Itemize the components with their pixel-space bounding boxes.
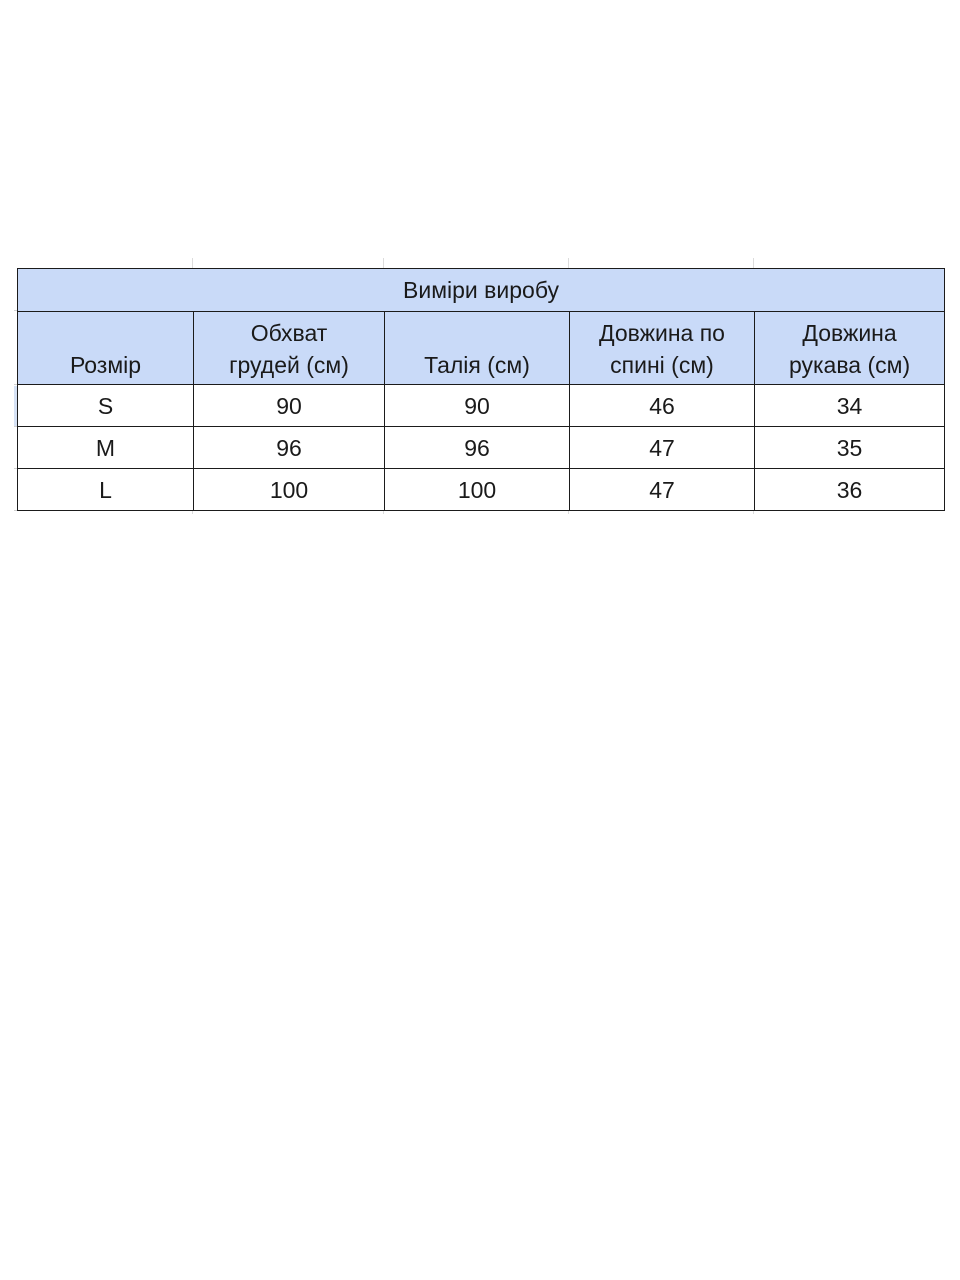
table-row [18, 385, 945, 427]
header-text: рукава (см) [788, 352, 911, 378]
column-header-chest [194, 312, 385, 385]
cell-chest: 90 [194, 385, 385, 427]
cell-size: L [18, 469, 194, 511]
column-header-waist [385, 312, 570, 385]
cell-chest: 96 [194, 427, 385, 469]
cell-size: M [18, 427, 194, 469]
cell-back-length: 47 [570, 469, 755, 511]
column-header-size [18, 312, 194, 385]
header-text: Талія (см) [424, 352, 530, 378]
cell-back-length: 47 [570, 427, 755, 469]
table-row [18, 469, 945, 511]
cell-chest: 100 [194, 469, 385, 511]
cell-sleeve-length: 35 [755, 427, 945, 469]
cell-back-length: 46 [570, 385, 755, 427]
cell-sleeve-length: 34 [755, 385, 945, 427]
table-title-row [18, 269, 945, 312]
table-row [18, 427, 945, 469]
cell-sleeve-length: 36 [755, 469, 945, 511]
header-text: грудей (см) [229, 352, 349, 378]
table-title: Виміри виробу [18, 269, 945, 312]
cell-size: S [18, 385, 194, 427]
header-text: Розмір [69, 352, 142, 378]
header-text: Обхват [250, 320, 328, 346]
cell-waist: 100 [385, 469, 570, 511]
header-text: Довжина [802, 320, 897, 346]
column-header-sleeve-length [755, 312, 945, 385]
header-text: спині (см) [610, 352, 714, 378]
table-header-row [18, 312, 945, 385]
size-chart-table [17, 268, 945, 511]
column-header-back-length [570, 312, 755, 385]
header-text: Довжина по [599, 320, 725, 346]
cell-waist: 96 [385, 427, 570, 469]
cell-waist: 90 [385, 385, 570, 427]
